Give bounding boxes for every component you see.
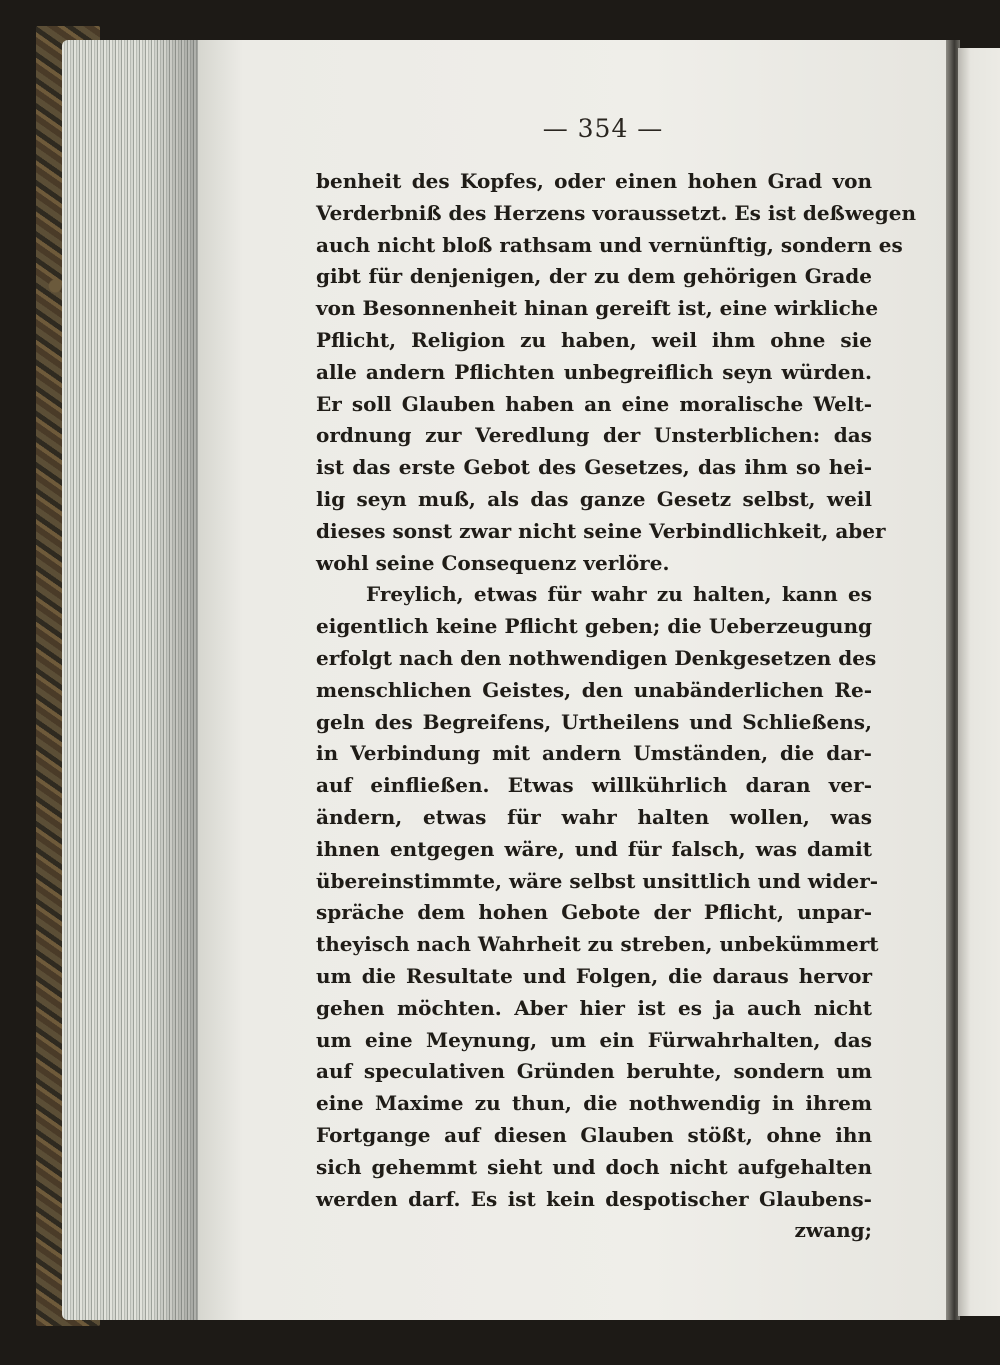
page-number: — 354 — bbox=[542, 114, 664, 143]
text-line: von Besonnenheit hinan gereift ist, eine wirkliche bbox=[316, 296, 879, 321]
text-line: um eine Meynung, um ein Fürwahrhalten, das bbox=[316, 1027, 872, 1052]
text-line: Pflicht, Religion zu haben, weil ihm ohne sie bbox=[316, 327, 872, 352]
paragraph-end-line: wohl seine Consequenz verlöre. bbox=[316, 550, 670, 575]
catchword: zwang; bbox=[794, 1218, 872, 1243]
text-line: werden darf. Es ist kein despotischer Glaubens- bbox=[316, 1186, 872, 1211]
paragraph-start-line: Freylich, etwas für wahr zu halten, kann es bbox=[366, 582, 872, 607]
text-line: alle andern Pflichten unbegreiflich seyn würden. bbox=[316, 359, 872, 384]
text-line: Verderbniß des Herzens voraussetzt. Es ist deßwegen bbox=[316, 200, 917, 225]
text-line: ihnen entgegen wäre, und für falsch, was damit bbox=[316, 836, 872, 861]
text-line: Fortgange auf diesen Glauben stößt, ohne ihn bbox=[316, 1122, 872, 1147]
text-line: menschlichen Geistes, den unabänderlichen Re- bbox=[316, 677, 872, 702]
text-line: ändern, etwas für wahr halten wollen, was bbox=[316, 804, 872, 829]
text-line: Er soll Glauben haben an eine moralische Welt- bbox=[316, 391, 872, 416]
text-line: eigentlich keine Pflicht geben; die Ueberzeugung bbox=[316, 614, 872, 639]
text-line: lig seyn muß, als das ganze Gesetz selbst, weil bbox=[316, 486, 872, 511]
text-line: auf einfließen. Etwas willkührlich daran ver- bbox=[316, 773, 872, 798]
text-line: in Verbindung mit andern Umständen, die dar- bbox=[316, 741, 872, 766]
text-line: auf speculativen Gründen beruhte, sondern um bbox=[316, 1059, 872, 1084]
text-line: auch nicht bloß rathsam und vernünftig, sondern es bbox=[316, 232, 903, 257]
page-edge-shadow bbox=[150, 40, 202, 1320]
text-line: übereinstimmte, wäre selbst unsittlich und wider- bbox=[316, 868, 879, 893]
text-line: sich gehemmt sieht und doch nicht aufgehalten bbox=[316, 1154, 872, 1179]
text-line: benheit des Kopfes, oder einen hohen Grad von bbox=[316, 169, 872, 193]
text-line: um die Resultate und Folgen, die daraus hervor bbox=[316, 963, 872, 988]
text-line: theyisch nach Wahrheit zu streben, unbekümmert bbox=[316, 932, 879, 957]
text-line: ist das erste Gebot des Gesetzes, das ihm so hei- bbox=[316, 455, 872, 480]
text-line: spräche dem hohen Gebote der Pflicht, unpar- bbox=[316, 900, 872, 925]
body-text bbox=[316, 166, 917, 1247]
text-line: geln des Begreifens, Urtheilens und Schließens, bbox=[316, 709, 872, 734]
text-line: gehen möchten. Aber hier ist es ja auch nicht bbox=[316, 995, 872, 1020]
text-line: eine Maxime zu thun, die nothwendig in ihrem bbox=[316, 1091, 872, 1116]
facing-page-edge bbox=[958, 48, 1000, 1316]
text-line: gibt für denjenigen, der zu dem gehörigen Grade bbox=[316, 264, 872, 289]
text-line: ordnung zur Veredlung der Unsterblichen: das bbox=[316, 423, 872, 448]
text-line: dieses sonst zwar nicht seine Verbindlichkeit, aber bbox=[316, 518, 886, 543]
text-line: erfolgt nach den nothwendigen Denkgesetzen des bbox=[316, 645, 877, 670]
